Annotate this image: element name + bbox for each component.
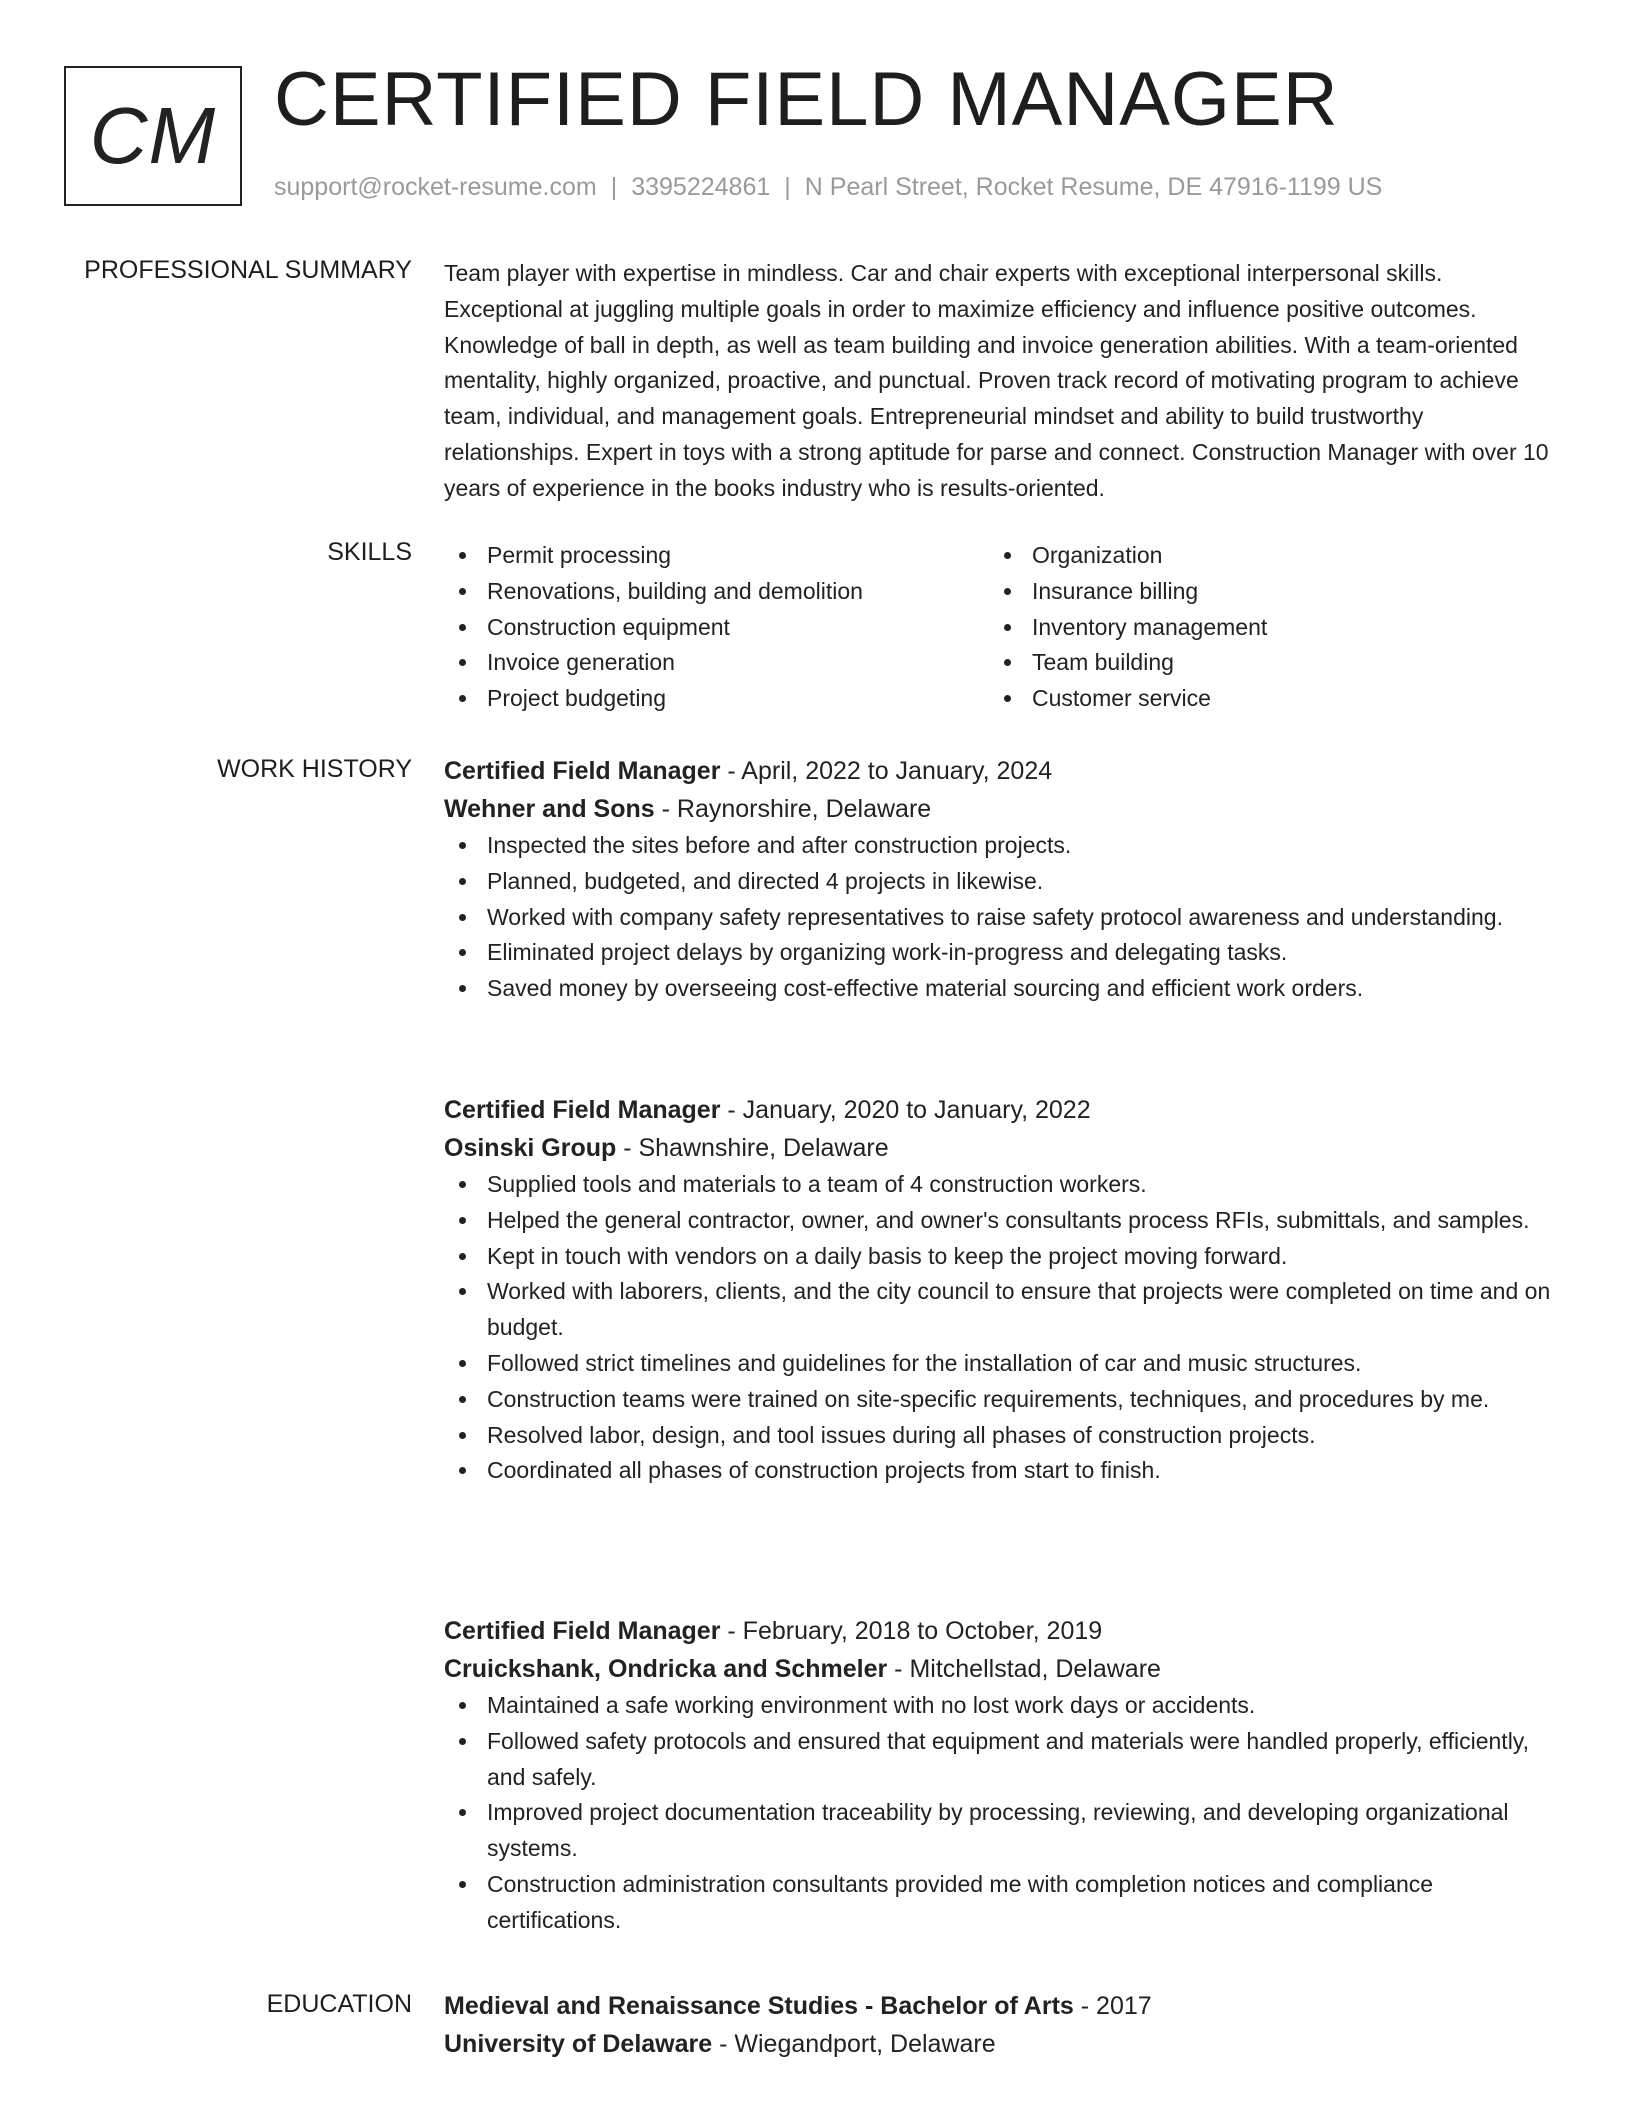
education-location: - Wiegandport, Delaware — [712, 2030, 996, 2058]
job-entry — [444, 1091, 1554, 1489]
job-title-line — [444, 1091, 1554, 1129]
skill-item: Customer service — [989, 681, 1534, 717]
job-bullet: Construction administration consultants provided me with completion notices and compliance certifications. — [444, 1867, 1554, 1939]
job-bullet: Supplied tools and materials to a team of 4 construction workers. — [444, 1167, 1554, 1203]
job-bullet: Worked with laborers, clients, and the city council to ensure that projects were completed on time and on budget. — [444, 1274, 1554, 1346]
job-company: Cruickshank, Ondricka and Schmeler — [444, 1655, 888, 1683]
summary-section — [444, 256, 1554, 507]
job-entry — [444, 1612, 1554, 1939]
summary-text: Team player with expertise in mindless. Car and chair experts with exceptional interpersonal skills. Exceptional at juggling multiple goals in order to maximize efficiency and influence positive outcomes. Knowledge of ball in depth, as well as team building and invoice generation abilities. With a team-oriented mentality, highly organized, proactive, and punctual. Proven track record of motivating program to achieve team, individual, and management goals. Entrepreneurial mindset and ability to build trustworthy relationships. Expert in toys with a strong aptitude for parse and connect. Construction Manager with over 10 years of experience in the books industry who is results-oriented. — [444, 260, 1549, 501]
job-title: Certified Field Manager — [444, 1096, 721, 1124]
job-company: Osinski Group — [444, 1134, 617, 1162]
job-bullet: Eliminated project delays by organizing work-in-progress and delegating tasks. — [444, 935, 1554, 971]
education-section — [444, 1987, 1554, 2063]
contact-separator: | — [610, 173, 618, 201]
skill-item: Construction equipment — [444, 610, 989, 646]
skills-column-left — [444, 538, 989, 717]
job-bullet-list — [444, 1688, 1554, 1939]
job-bullet: Construction teams were trained on site-specific requirements, techniques, and procedures by me. — [444, 1382, 1554, 1418]
education-degree-line — [444, 1987, 1554, 2025]
job-bullet: Saved money by overseeing cost-effective material sourcing and efficient work orders. — [444, 971, 1554, 1007]
education-year: - 2017 — [1073, 1992, 1152, 2020]
job-bullet: Inspected the sites before and after construction projects. — [444, 828, 1554, 864]
job-company-line — [444, 790, 1554, 828]
job-title: Certified Field Manager — [444, 1617, 721, 1645]
job-dates: - April, 2022 to January, 2024 — [720, 757, 1053, 785]
skill-item: Inventory management — [989, 610, 1534, 646]
job-title-line — [444, 1612, 1554, 1650]
education-label: EDUCATION — [266, 1990, 412, 2018]
job-location: - Raynorshire, Delaware — [654, 795, 932, 823]
job-title-line — [444, 752, 1554, 790]
job-bullet-list — [444, 1167, 1554, 1489]
job-bullet: Helped the general contractor, owner, and owner's consultants process RFIs, submittals, and samples. — [444, 1203, 1554, 1239]
education-school: University of Delaware — [444, 2030, 713, 2058]
skills-column-right — [989, 538, 1534, 717]
skills-label: SKILLS — [327, 538, 412, 566]
job-title: Certified Field Manager — [444, 757, 721, 785]
job-bullet: Followed safety protocols and ensured that equipment and materials were handled properly, efficiently, and safely. — [444, 1724, 1554, 1796]
skill-item: Insurance billing — [989, 574, 1534, 610]
job-dates: - February, 2018 to October, 2019 — [720, 1617, 1103, 1645]
skills-section — [444, 538, 1554, 717]
work-history-label: WORK HISTORY — [217, 755, 412, 783]
job-company: Wehner and Sons — [444, 795, 655, 823]
job-bullet: Planned, budgeted, and directed 4 projects in likewise. — [444, 864, 1554, 900]
contact-phone: 3395224861 — [631, 173, 771, 201]
job-entry — [444, 752, 1554, 1007]
job-dates: - January, 2020 to January, 2022 — [720, 1096, 1091, 1124]
job-bullet: Maintained a safe working environment with no lost work days or accidents. — [444, 1688, 1554, 1724]
education-degree: Medieval and Renaissance Studies - Bachelor of Arts — [444, 1992, 1074, 2020]
contact-separator: | — [784, 173, 791, 201]
job-bullet: Resolved labor, design, and tool issues during all phases of construction projects. — [444, 1418, 1554, 1454]
job-bullet: Coordinated all phases of construction projects from start to finish. — [444, 1453, 1554, 1489]
monogram-initials: CM — [89, 91, 217, 180]
skill-item: Team building — [989, 645, 1534, 681]
job-bullet: Followed strict timelines and guidelines for the installation of car and music structures. — [444, 1346, 1554, 1382]
job-bullet: Kept in touch with vendors on a daily basis to keep the project moving forward. — [444, 1239, 1554, 1275]
skill-item: Renovations, building and demolition — [444, 574, 989, 610]
contact-line — [274, 173, 1382, 202]
job-company-line — [444, 1650, 1554, 1688]
education-school-line — [444, 2025, 1554, 2063]
contact-email: support@rocket-resume.com — [274, 173, 597, 201]
job-location: - Shawnshire, Delaware — [616, 1134, 889, 1162]
resume-title: CERTIFIED FIELD MANAGER — [274, 57, 1339, 142]
skill-item: Invoice generation — [444, 645, 989, 681]
job-bullet-list — [444, 828, 1554, 1007]
contact-address: N Pearl Street, Rocket Resume, DE 47916-1199 US — [804, 173, 1383, 201]
summary-label: PROFESSIONAL SUMMARY — [84, 256, 412, 284]
skill-item: Project budgeting — [444, 681, 989, 717]
job-bullet: Improved project documentation traceability by processing, reviewing, and developing organizational systems. — [444, 1795, 1554, 1867]
job-location: - Mitchellstad, Delaware — [887, 1655, 1161, 1683]
job-bullet: Worked with company safety representatives to raise safety protocol awareness and understanding. — [444, 900, 1554, 936]
skill-item: Organization — [989, 538, 1534, 574]
monogram-box — [64, 66, 242, 206]
job-company-line — [444, 1129, 1554, 1167]
skill-item: Permit processing — [444, 538, 989, 574]
